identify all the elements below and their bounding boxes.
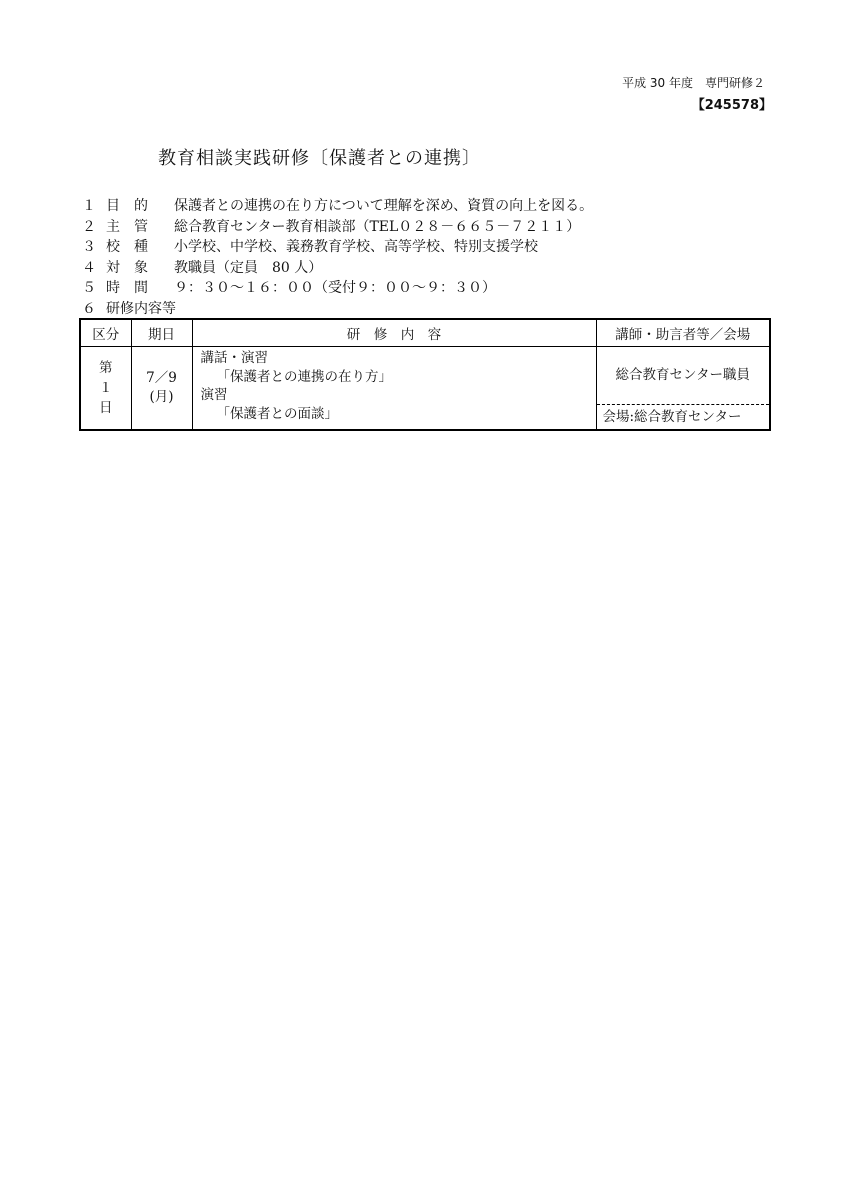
schedule-table: [79, 318, 771, 431]
item-text: 保護者との連携の在り方について理解を深め、資質の向上を図る。: [174, 198, 594, 214]
content-line: 「保護者との面談」: [216, 405, 338, 422]
header-date: 期日: [131, 319, 192, 347]
item-text: 総合教育センター教育相談部（TEL０２８－６６５－７２１１）: [174, 218, 581, 235]
content-line: 演習: [200, 387, 228, 403]
course-code: 【245578】: [691, 98, 772, 113]
outline-list: [82, 196, 593, 319]
outline-item-content: [82, 299, 593, 320]
item-label: 目 的: [106, 198, 148, 214]
content-line: 「保護者との連携の在り方」: [216, 368, 392, 385]
item-text: 教職員（定員 80 人）: [174, 259, 323, 276]
outline-item-purpose: [82, 196, 593, 217]
date-weekday: (月): [149, 389, 174, 405]
item-label: 研修内容等: [106, 300, 176, 317]
kubun-char: １: [99, 380, 113, 396]
page-title: 教育相談実践研修〔保護者との連携〕: [158, 148, 481, 169]
item-text: 小学校、中学校、義務教育学校、高等学校、特別支援学校: [174, 239, 538, 255]
outline-item-target: [82, 258, 593, 279]
venue: 会場:総合教育センター: [602, 409, 742, 425]
item-number: ６: [82, 300, 96, 317]
fiscal-year-course: 平成 30 年度 専門研修２: [622, 76, 765, 90]
table-header-row: [80, 319, 770, 347]
item-text: ９：３０～１６：００（受付９：００～９：３０）: [174, 280, 496, 296]
cell-kubun: [80, 347, 131, 431]
item-number: １: [82, 198, 96, 214]
cell-content: [192, 347, 596, 431]
cell-lecturer-venue: [596, 347, 770, 431]
header-content: 研 修 内 容: [192, 319, 596, 347]
item-number: ５: [82, 280, 96, 296]
content-line: 講話・演習: [200, 350, 268, 366]
kubun-char: 日: [99, 400, 113, 416]
item-number: ３: [82, 239, 96, 255]
item-number: ２: [82, 218, 96, 235]
date-day: 7／9: [146, 370, 177, 386]
header-kubun: 区分: [80, 319, 131, 347]
kubun-char: 第: [99, 360, 113, 376]
lecturer: 総合教育センター職員: [597, 347, 770, 405]
table-row: [80, 347, 770, 431]
item-label: 主 管: [106, 218, 148, 235]
item-number: ４: [82, 259, 96, 276]
item-label: 時 間: [106, 280, 148, 296]
header-lecturer-venue: 講師・助言者等／会場: [596, 319, 770, 347]
item-label: 対 象: [106, 259, 148, 276]
item-label: 校 種: [106, 239, 148, 255]
outline-item-organizer: [82, 217, 593, 238]
cell-date: [131, 347, 192, 431]
outline-item-school-type: [82, 237, 593, 258]
outline-item-time: [82, 278, 593, 299]
